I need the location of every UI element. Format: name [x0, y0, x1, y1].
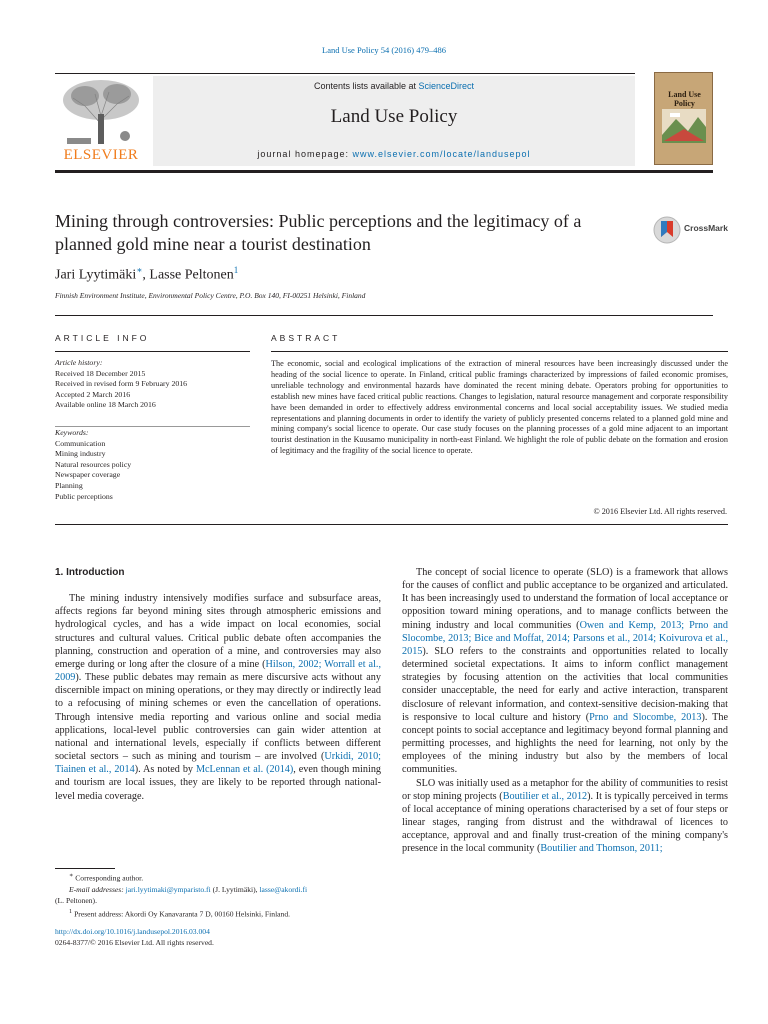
paragraph-text: ). SLO refers to the constraints and opportunities related to locally determined societal expectations. It aims to inform conflict management strategies by focusing attention on the activities that local communities consider unacceptable, the need for early and active interaction, transparent disclosure of relevant information, and context-sensitive decision-making that is responsive to local culture and history (	[402, 645, 728, 723]
footnote-present-address	[55, 906, 381, 920]
body-paragraph	[402, 777, 728, 856]
article-info-heading: ARTICLE INFO	[55, 333, 150, 343]
journal-title: Land Use Policy	[330, 106, 458, 127]
author-name[interactable]: Lasse Peltonen	[149, 267, 234, 283]
citation-link[interactable]: Boutilier and Thomson, 2011;	[540, 843, 663, 855]
corresponding-author-mark[interactable]: ∗	[136, 265, 143, 275]
cover-title: Land Use Policy	[668, 90, 701, 108]
email-link[interactable]: lasse@akordi.fi	[259, 884, 308, 894]
history-label: Article history:	[55, 358, 103, 367]
journal-citation[interactable]: Land Use Policy 54 (2016) 479–486	[322, 45, 446, 55]
masthead-top-rule	[55, 73, 635, 74]
journal-masthead	[153, 76, 635, 166]
abstract-heading: ABSTRACT	[271, 333, 341, 343]
abstract-rule	[271, 351, 728, 352]
paragraph-text: The mining industry intensively modifies surface and subsurface areas, affects regions far beyond mining sites through atmospheric emissions and hydrological cycles, and has a wide impact on local economies, social structures and cultural values. Critical public debate often accompanies the planning, construction and operation of a mine, and controversies may also emerge during or long after the closure of a mine (	[55, 593, 381, 670]
history-item: Received in revised form 9 February 2016	[55, 379, 188, 389]
paragraph-text: ). As noted by	[134, 764, 196, 776]
footnote-rule	[55, 868, 115, 869]
keywords-label: Keywords:	[55, 428, 89, 437]
email-owner: (J. Lyytimäki),	[210, 884, 260, 894]
footnote-text: Present address: Akordi Oy Kanavaranta 7 D, 00160 Helsinki, Finland.	[74, 909, 291, 919]
doi-link[interactable]: http://dx.doi.org/10.1016/j.landusepol.2016.03.004	[55, 927, 210, 936]
elsevier-logo	[55, 76, 147, 164]
citation-link[interactable]: Urkidi, 2010; Tiainen et al., 2014	[55, 751, 381, 776]
masthead-bottom-rule	[55, 170, 713, 173]
footnote-mark: 1	[69, 908, 73, 916]
paragraph-text: ). The concept points to social acceptance and legitimacy beyond formal planning and permitting processes, and highlights the need for learning, not only by the employees of the mining industry but also by the members of local communities.	[402, 711, 729, 776]
paragraph-text: The concept of social licence to operate (SLO) is a framework that allows for the causes of conflict and public acceptance to be organized and articulated. It has been increasingly used to understand the formation of local acceptance or opposition toward mining operations, and to manage conflicts between the mining industry and local communities (	[402, 567, 728, 631]
citation-link[interactable]: Prno and Slocombe, 2013	[589, 711, 702, 723]
front-matter-rule	[55, 524, 728, 525]
author-list	[55, 265, 238, 284]
body-column-right	[402, 566, 728, 855]
journal-cover[interactable]	[654, 72, 713, 165]
article-info-rule	[55, 351, 250, 352]
footnote-emails	[55, 884, 381, 895]
keyword: Natural resources policy	[55, 459, 132, 469]
homepage-prefix: journal homepage:	[257, 149, 353, 159]
email-label: E-mail addresses:	[69, 884, 126, 894]
email-link[interactable]: jari.lyytimaki@ymparisto.fi	[125, 884, 211, 894]
journal-homepage-link[interactable]: www.elsevier.com/locate/landusepol	[352, 149, 531, 159]
elsevier-tree-icon	[55, 76, 147, 146]
abstract-copyright: © 2016 Elsevier Ltd. All rights reserved.	[593, 507, 727, 516]
contents-prefix: Contents lists available at	[313, 81, 419, 91]
citation-link[interactable]: Hilson, 2002; Worrall et al., 2009	[55, 658, 382, 684]
paragraph-text: ). These public debates may remain as mere discursive acts without any discernible impact on mining operations, or they may directly or indirectly lead to a refocusing of mining schemes or even the cancellation of operations. Through intensive media reporting and various online and social media applications, local-level public controversies can gain wider attention at national and international levels, especially if conflicts between different societal sectors – such as mining and tourism – are involved (	[55, 672, 381, 763]
elsevier-wordmark: ELSEVIER	[63, 147, 139, 163]
keyword: Newspaper coverage	[55, 470, 121, 480]
affiliation-rule	[55, 315, 713, 316]
footnote-mark[interactable]: 1	[233, 265, 239, 275]
issn-line: 0264-8377/© 2016 Elsevier Ltd. All rights reserved.	[55, 938, 214, 947]
sciencedirect-link[interactable]: ScienceDirect	[418, 81, 475, 91]
article-title: Mining through controversies: Public perceptions and the legitimacy of a planned gold mine near a tourist destination	[55, 211, 582, 254]
contents-line	[153, 81, 635, 91]
section-heading-introduction: 1. Introduction	[55, 567, 125, 578]
author-affiliation: Finnish Environment Institute, Environmental Policy Centre, P.O. Box 140, FI-00251 Helsinki, Finland	[55, 291, 366, 300]
keywords	[55, 428, 255, 502]
body-column-left	[55, 566, 381, 803]
keyword: Communication	[55, 438, 106, 448]
footnote-corresponding	[55, 870, 381, 884]
homepage-line	[153, 149, 635, 159]
doi-block	[55, 926, 214, 948]
keywords-rule	[55, 426, 250, 427]
paragraph-text: SLO was initially used as a metaphor for the ability of communities to resist or stop mining projects (	[402, 777, 728, 802]
crossmark-icon	[652, 215, 682, 245]
citation-link[interactable]: Owen and Kemp, 2013; Prno and Slocombe, 2013; Bice and Moffat, 2014; Parsons et al., 2014; Koivurova et al., 2015	[402, 619, 728, 657]
footnote-emails-cont: (L. Peltonen).	[55, 895, 97, 905]
author-name[interactable]: Jari Lyytimäki	[55, 267, 137, 283]
citation-link[interactable]: Boutilier et al., 2012	[502, 790, 588, 802]
article-history	[55, 358, 255, 411]
paragraph-text: , even though mining and tourism are local issues, they are likely to be reported through national-level media coverage.	[55, 764, 382, 802]
history-item: Accepted 2 March 2016	[55, 389, 131, 399]
abstract-text: The economic, social and ecological implications of the extraction of mineral resources have been increasingly discussed under the heading of the social licence to operate. In Finland, critical public framings characterized by impressions of failed economic promises, unreliable technology and environmental hazards have dominated the recent mining debate. Operators probing for opportunities to establish new mines have faced critical public reactions. Changes to legislation, natural resource management and corporate responsibility have been demanded in order to effectively address environmental concerns and local social acceptability issues. We studied media representations and planning documents in order to identify the variety of publicly presented concerns related to a planned gold mine and mining company's social licence to operate. Our case study focuses on the planning processes of a gold mine adjacent to an important tourist destination in the Kuusamo municipality in north-east Finland. We highlight the role of public debate on the formation and erosion of legitimacy and the fragility of the social licence to operate.	[271, 359, 728, 456]
paragraph-text: ). It is typically perceived in terms of local acceptance of mining operations characterised by a set of four steps or linear stages, ranging from distrust and the withdrawal of licences to acceptance, approval and and finally trust-creation of the mining company's presence in the local community (	[402, 790, 728, 855]
body-paragraph	[402, 566, 728, 777]
footnote-mark: ∗	[69, 872, 74, 879]
citation-link[interactable]: McLennan et al. (2014)	[195, 764, 294, 776]
cover-image-icon	[656, 105, 713, 155]
keyword: Mining industry	[55, 449, 106, 459]
body-paragraph	[55, 592, 381, 803]
keyword: Planning	[55, 480, 83, 490]
history-item: Available online 18 March 2016	[55, 400, 156, 410]
keyword: Public perceptions	[55, 491, 113, 501]
crossmark-label: CrossMark	[684, 223, 728, 233]
author-separator: ,	[142, 267, 150, 283]
footnote-text: Corresponding author.	[75, 873, 144, 883]
history-item: Received 18 December 2015	[55, 368, 146, 378]
crossmark-badge[interactable]	[652, 215, 732, 243]
footnotes	[55, 870, 381, 920]
